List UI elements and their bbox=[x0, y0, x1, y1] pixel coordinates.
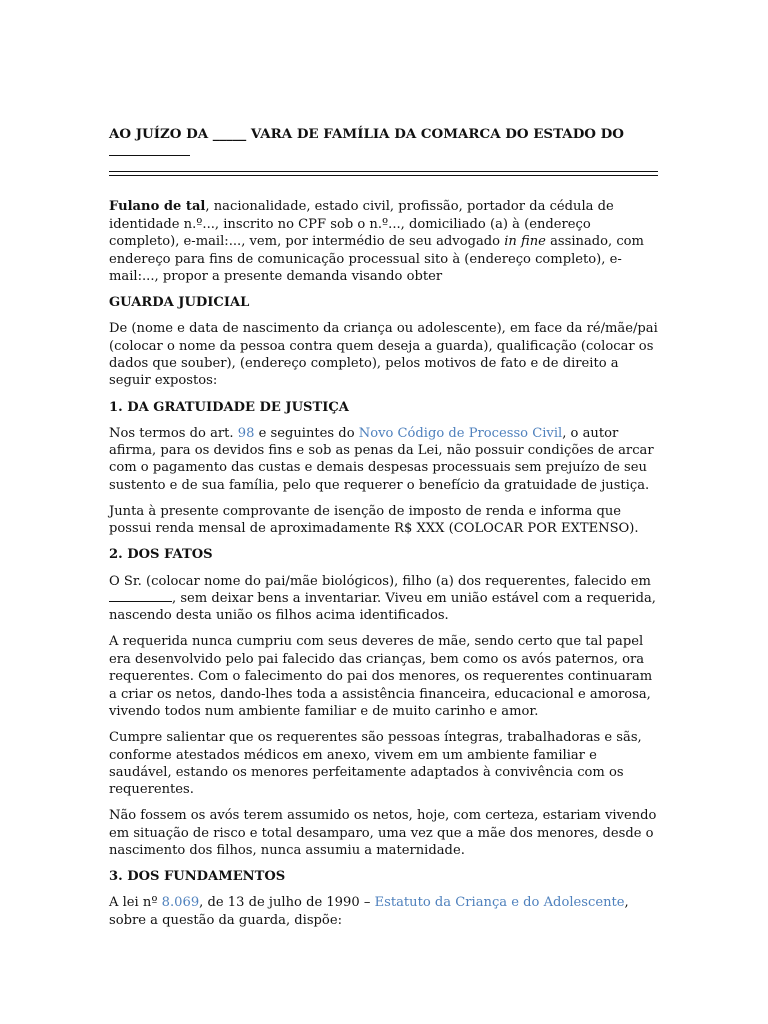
heading-fatos: 2. DOS FATOS bbox=[109, 547, 213, 563]
heading-gratuidade: 1. DA GRATUIDADE DE JUSTIÇA bbox=[109, 399, 349, 415]
intro-italic: in fine bbox=[504, 234, 546, 250]
link-novo-cpc[interactable]: Novo Código de Processo Civil bbox=[358, 425, 563, 441]
fatos-paragraph-1 bbox=[109, 573, 659, 625]
text-segment: Nos termos do art. bbox=[109, 425, 238, 441]
text-segment: , sem deixar bens a inventariar. Viveu em união estável com a requerida, nascendo desta união os filhos acima identificados. bbox=[109, 590, 656, 624]
header-double-rule bbox=[109, 171, 658, 176]
text-segment: A lei nº bbox=[109, 895, 162, 911]
intro-text-1: , nacionalidade, estado civil, profissão, portador da cédula de identidade n.º..., inscrito no CPF sob o n.º..., domiciliado (a) à (endereço completo), e-mail:..., vem, por intermédio de seu advogado bbox=[109, 199, 614, 250]
guarda-paragraph: De (nome e data de nascimento da criança ou adolescente), em face da ré/mãe/pai (colocar o nome da pessoa contra quem deseja a guarda), qualificação (colocar os dados que souber), (endereço completo), pelos motivos de fato e de direito a seguir expostos: bbox=[109, 321, 658, 389]
date-blank-line bbox=[109, 590, 172, 602]
title-blank-line bbox=[109, 144, 190, 156]
fatos-paragraph-4: Não fossem os avós terem assumido os netos, hoje, com certeza, estariam vivendo em situação de risco e total desamparo, uma vez que a mãe dos menores, desde o nascimento dos filhos, nunca assumiu a maternidade. bbox=[109, 808, 657, 859]
intro-text-2: assinado, com endereço para fins de comunicação processual sito à (endereço completo), e-mail:..., propor a presente demanda visando obter bbox=[109, 234, 644, 285]
fatos-paragraph-2: A requerida nunca cumpriu com seus deveres de mãe, sendo certo que tal papel era desenvolvido pelo pai falecido das crianças, bem como os avós paternos, ora requerentes. Com o falecimento do pai dos menores, os requerentes continuaram a criar os netos, dando-lhes toda a assistência financeira, educacional e amorosa, vivendo todos num ambiente familiar e de muito carinho e amor. bbox=[109, 634, 653, 720]
document-page bbox=[109, 124, 659, 938]
fundamentos-paragraph-1 bbox=[109, 894, 659, 929]
heading-guarda-judicial: GUARDA JUDICIAL bbox=[109, 295, 250, 311]
text-segment: , sobre a questão da guarda, dispõe: bbox=[109, 895, 629, 928]
document-title: AO JUÍZO DA _____ VARA DE FAMÍLIA DA COMARCA DO ESTADO DO bbox=[109, 126, 624, 142]
link-eca[interactable]: Estatuto da Criança e do Adolescente bbox=[374, 895, 625, 911]
fatos-paragraph-3: Cumpre salientar que os requerentes são pessoas íntegras, trabalhadoras e sãs, conforme atestados médicos em anexo, vivem em um ambiente familiar e saudável, estando os menores perfeitamente adaptados à convivência com os requerentes. bbox=[109, 730, 642, 798]
heading-fundamentos: 3. DOS FUNDAMENTOS bbox=[109, 869, 286, 885]
text-segment: e seguintes do bbox=[254, 425, 359, 441]
text-segment: O Sr. (colocar nome do pai/mãe biológicos), filho (a) dos requerentes, falecido em bbox=[109, 573, 651, 589]
link-lei-8069[interactable]: 8.069 bbox=[161, 895, 200, 911]
link-art-98[interactable]: 98 bbox=[237, 425, 255, 441]
party-name: Fulano de tal bbox=[109, 199, 206, 215]
text-segment: , o autor afirma, para os devidos fins e sob as penas da Lei, não possuir condições de arcar com o pagamento das custas e demais despesas processuais sem prejuízo de seu sustento e de sua família, pelo que requerer o benefício da gratuidade de justiça. bbox=[109, 425, 654, 493]
gratuidade-paragraph-1 bbox=[109, 425, 659, 495]
gratuidade-paragraph-2: Junta à presente comprovante de isenção de imposto de renda e informa que possui renda mensal de aproximadamente R$ XXX (COLOCAR POR EXTENSO). bbox=[109, 503, 639, 537]
intro-paragraph bbox=[109, 198, 659, 285]
text-segment: , de 13 de julho de 1990 – bbox=[199, 895, 375, 911]
